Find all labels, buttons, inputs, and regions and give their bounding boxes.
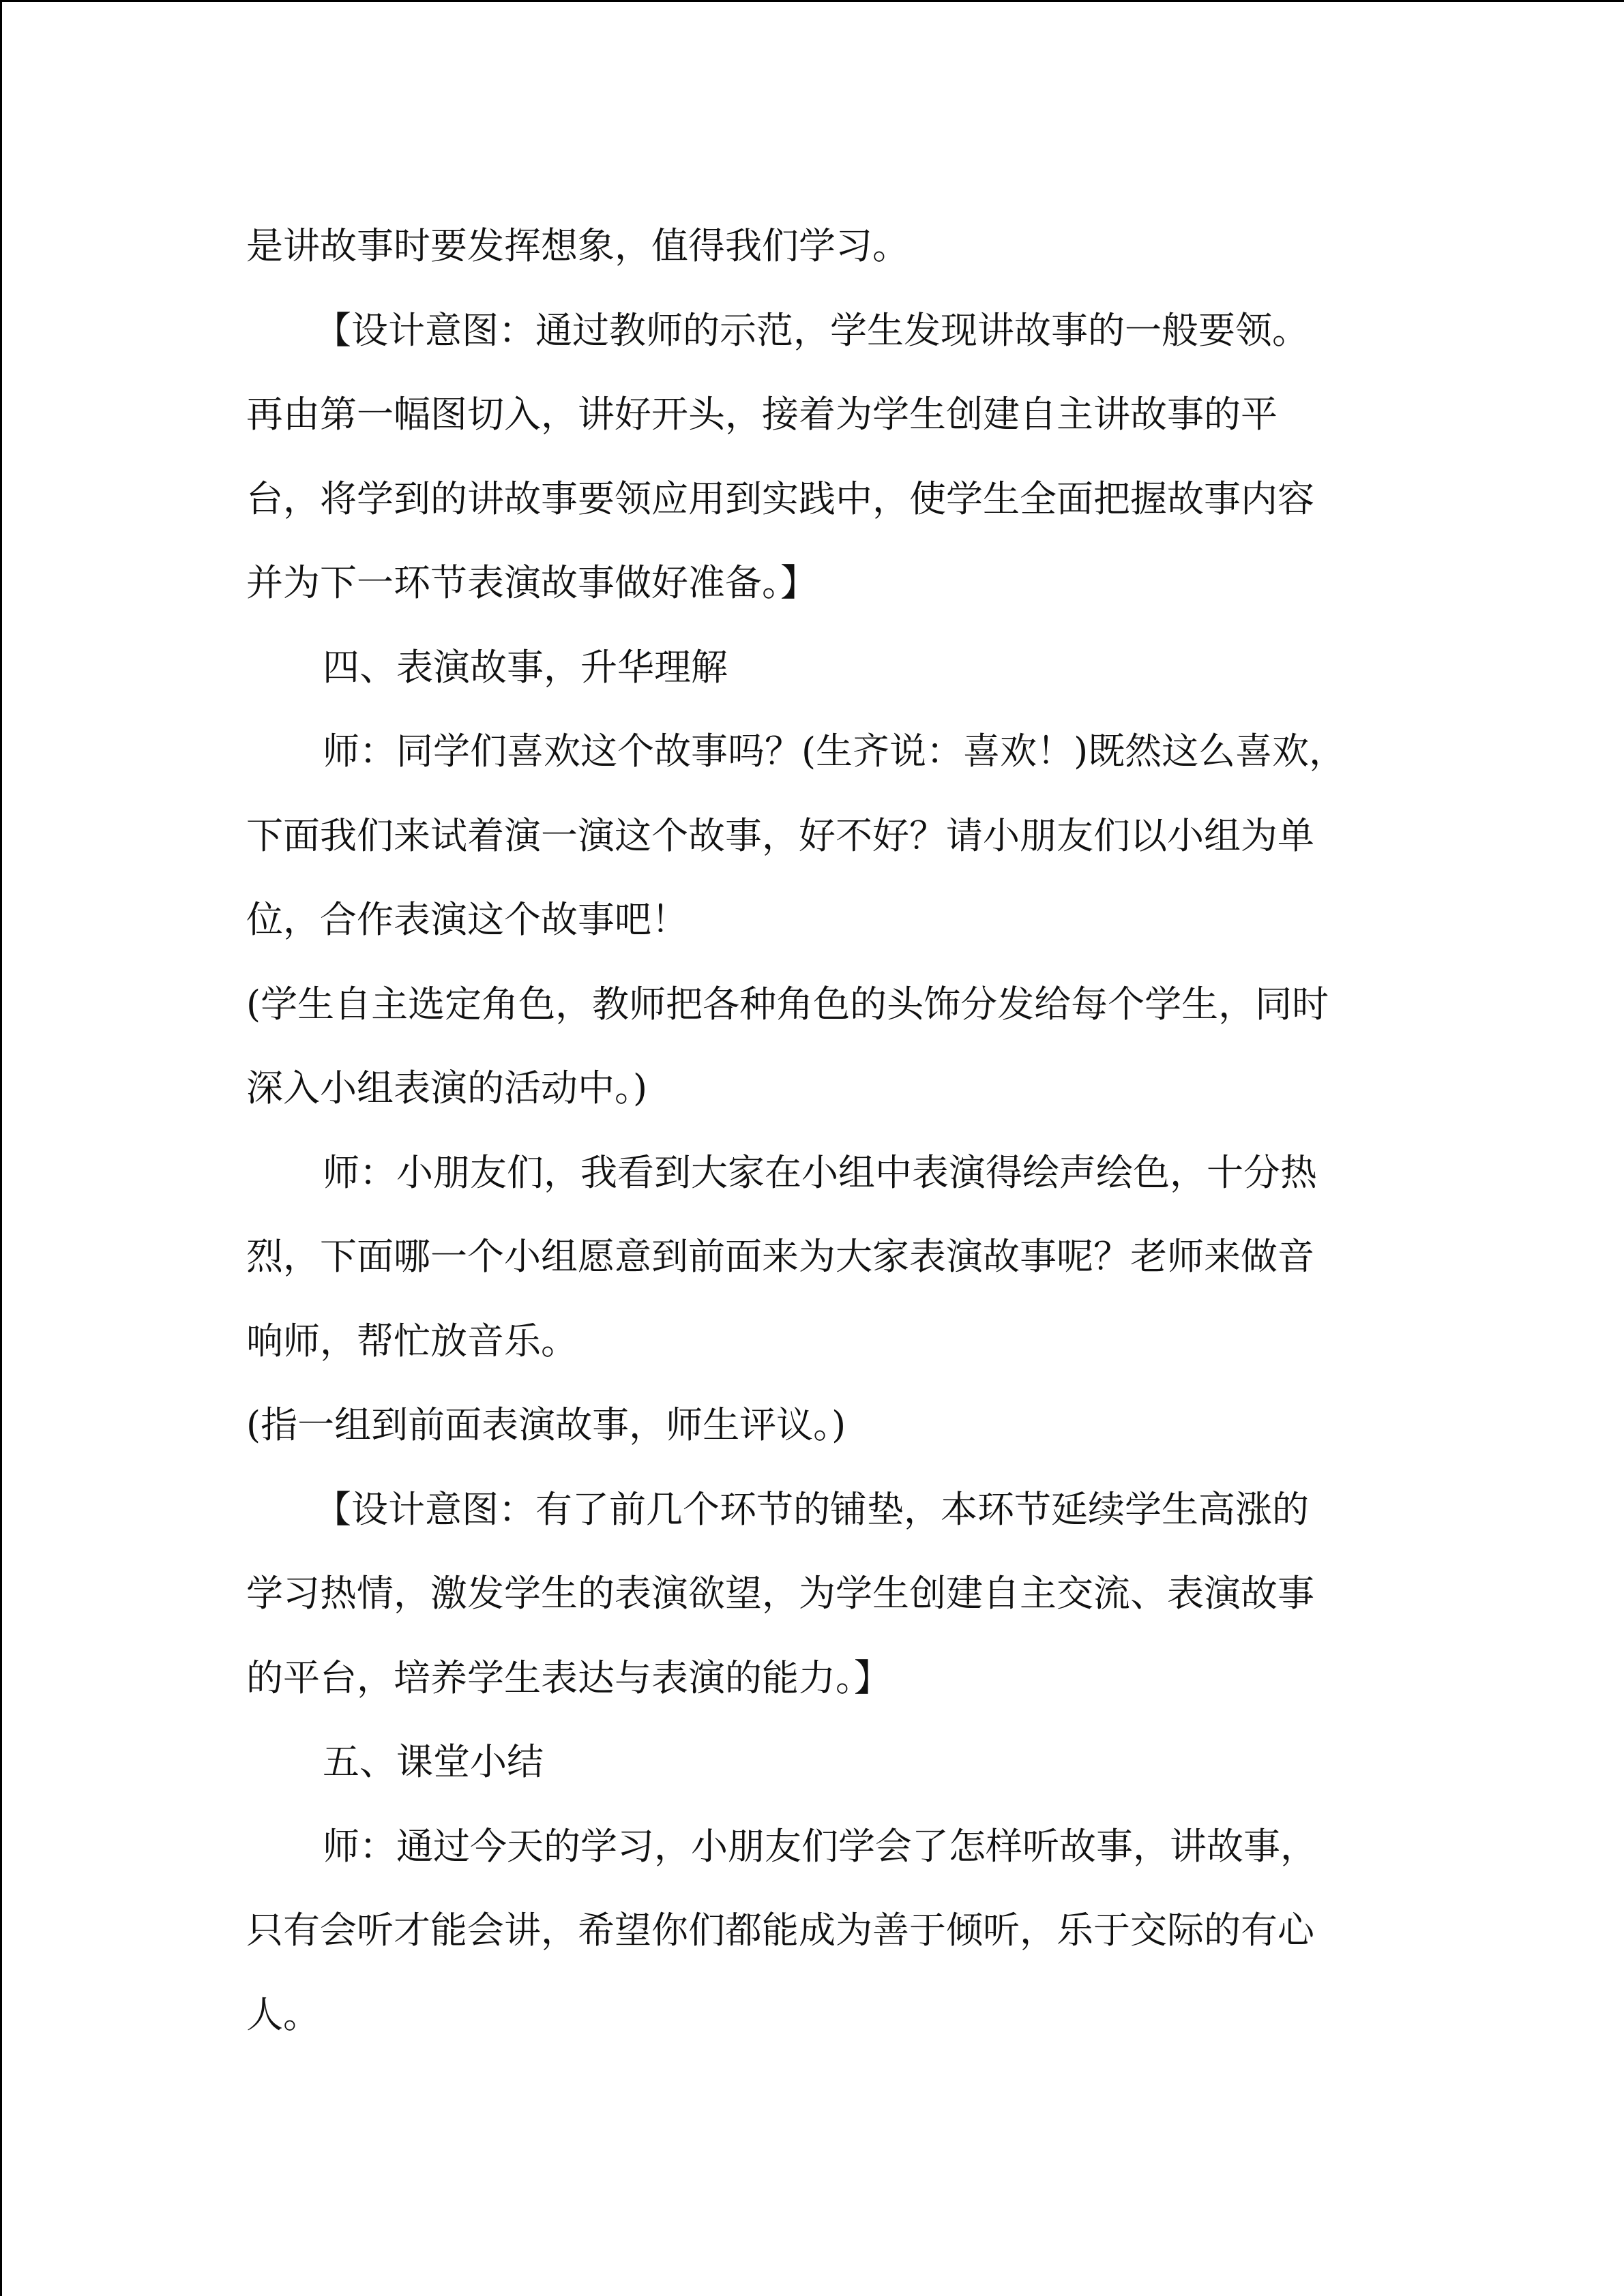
text-line: 人。 xyxy=(246,1993,320,2036)
text-line: 【设计意图：通过教师的示范，学生发现讲故事的一般要领。 xyxy=(314,308,1309,352)
document-body xyxy=(246,204,1372,2057)
text-line: 【设计意图：有了前几个环节的铺垫，本环节延续学生高涨的 xyxy=(314,1487,1309,1531)
text-line: 是讲故事时要发挥想象，值得我们学习。 xyxy=(246,224,909,267)
text-line: 师：同学们喜欢这个故事吗？(生齐说：喜欢！)既然这么喜欢， xyxy=(323,730,1346,773)
text-line: 响师，帮忙放音乐。 xyxy=(246,1319,578,1362)
text-line: 位，合作表演这个故事吧！ xyxy=(246,898,688,941)
text-line: 下面我们来试着演一演这个故事，好不好？请小朋友们以小组为单 xyxy=(246,814,1314,857)
text-line: 只有会听才能会讲，希望你们都能成为善于倾听，乐于交际的有心 xyxy=(246,1909,1314,1952)
text-line: 师：通过今天的学习，小朋友们学会了怎样听故事，讲故事， xyxy=(323,1824,1317,1868)
text-line: 的平台，培养学生表达与表演的能力。】 xyxy=(246,1656,891,1699)
text-line: (指一组到前面表演故事，师生评议。) xyxy=(246,1403,846,1446)
text-line: 深入小组表演的活动中。) xyxy=(246,1067,648,1109)
text-line: 师：小朋友们，我看到大家在小组中表演得绘声绘色，十分热 xyxy=(323,1150,1317,1194)
text-line: 再由第一幅图切入，讲好开头，接着为学生创建自主讲故事的平 xyxy=(246,393,1278,436)
text-line: (学生自主选定角色，教师把各种角色的头饰分发给每个学生，同时 xyxy=(246,982,1329,1026)
text-line: 台，将学到的讲故事要领应用到实践中，使学生全面把握故事内容 xyxy=(246,477,1314,520)
section-heading: 五、课堂小结 xyxy=(323,1740,544,1783)
text-line: 烈，下面哪一个小组愿意到前面来为大家表演故事呢？老师来做音 xyxy=(246,1235,1314,1278)
section-heading: 四、表演故事，升华理解 xyxy=(323,645,728,689)
text-line: 学习热情，激发学生的表演欲望，为学生创建自主交流、表演故事 xyxy=(246,1572,1314,1615)
text-line: 并为下一环节表演故事做好准备。】 xyxy=(246,561,817,604)
